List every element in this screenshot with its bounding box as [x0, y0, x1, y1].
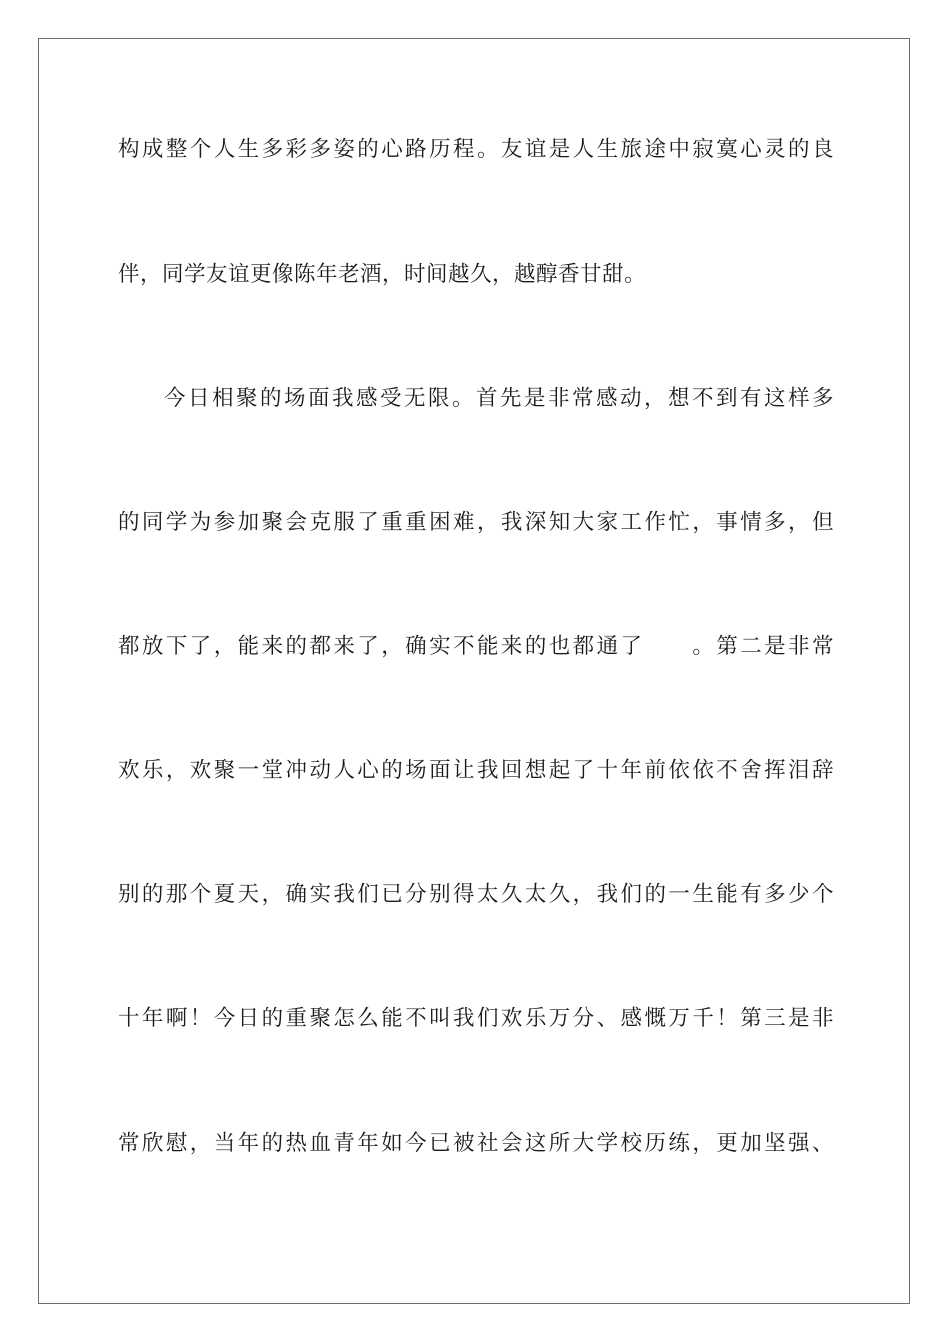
page-frame [38, 38, 910, 1304]
paragraph-2-line-5: 别的那个夏天，确实我们已分别得太久太久，我们的一生能有多少个 [118, 882, 834, 907]
paragraph-1-line-1: 构成整个人生多彩多姿的心路历程。友谊是人生旅途中寂寞心灵的良 [118, 137, 834, 162]
paragraph-2-line-3: 都放下了，能来的都来了，确实不能来的也都通了 。第二是非常 [118, 634, 834, 659]
paragraph-2-line-6: 十年啊！今日的重聚怎么能不叫我们欢乐万分、感慨万千！第三是非 [118, 1006, 834, 1031]
paragraph-2-line-2: 的同学为参加聚会克服了重重困难，我深知大家工作忙，事情多，但 [118, 510, 834, 535]
paragraph-2-line-7: 常欣慰，当年的热血青年如今已被社会这所大学校历练，更加坚强、 [118, 1131, 834, 1156]
paragraph-2-line-4: 欢乐，欢聚一堂冲动人心的场面让我回想起了十年前依依不舍挥泪辞 [118, 758, 834, 783]
paragraph-2-line-1: 今日相聚的场面我感受无限。首先是非常感动，想不到有这样多 [164, 386, 834, 411]
paragraph-1-line-2: 伴，同学友谊更像陈年老酒，时间越久，越醇香甘甜。 [118, 262, 647, 287]
